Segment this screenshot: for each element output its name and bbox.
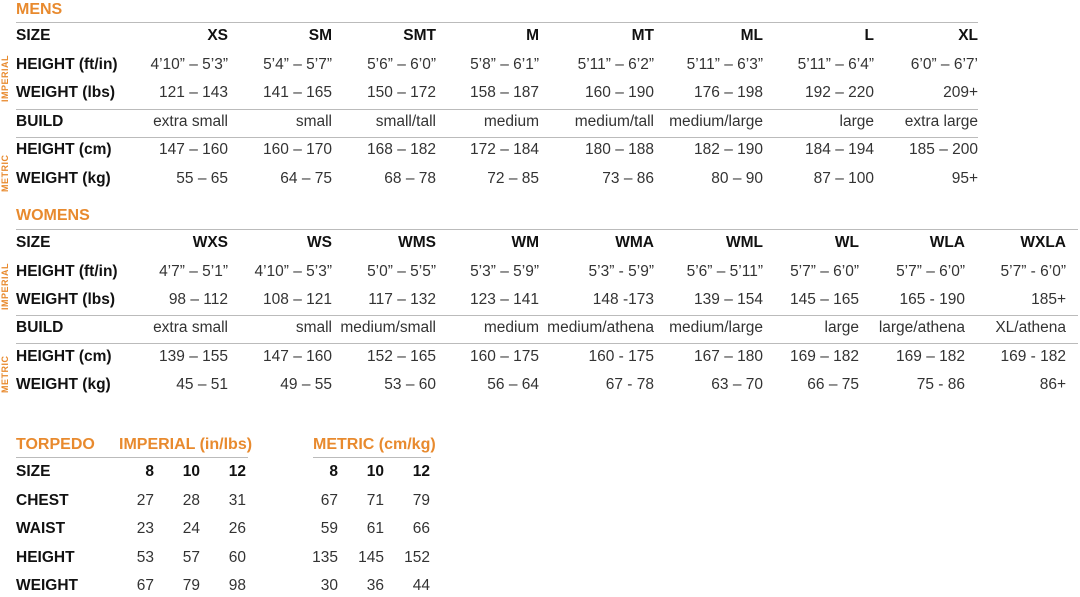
mens-cell: 5’11” – 6’3”: [686, 56, 763, 73]
torpedo-imperial-title: IMPERIAL (in/lbs): [119, 436, 253, 453]
torpedo-metric-cell: 145: [358, 549, 384, 566]
mens-cell: 172 – 184: [470, 141, 539, 158]
torpedo-metric-cell: 66: [412, 520, 430, 537]
mens-cell: 185 – 200: [909, 141, 978, 158]
torpedo-imperial-cell: 98: [228, 577, 246, 594]
womens-cell: 5’0” – 5’5”: [367, 263, 436, 280]
mens-cell: ML: [740, 27, 763, 44]
womens-cell: 45 – 51: [176, 376, 228, 393]
mens-row-label: WEIGHT (kg): [16, 170, 111, 187]
womens-cell: 167 – 180: [694, 348, 763, 365]
torpedo-metric-title: METRIC (cm/kg): [313, 436, 436, 453]
womens-cell: medium/small: [340, 319, 436, 336]
mens-cell: 160 – 170: [263, 141, 332, 158]
mens-cell: 68 – 78: [384, 170, 436, 187]
womens-cell: large: [824, 319, 859, 336]
torpedo-metric-cell: 79: [412, 492, 430, 509]
torpedo-imperial-cell: 24: [182, 520, 200, 537]
torpedo-metric-cell: 61: [366, 520, 384, 537]
torpedo-row-label: WAIST: [16, 520, 66, 537]
womens-imperial-tag: IMPERIAL: [0, 262, 10, 310]
torpedo-top-rule-metric: [313, 457, 431, 458]
womens-cell: XL/athena: [995, 319, 1066, 336]
torpedo-row: [16, 490, 436, 512]
mens-cell: small: [295, 113, 332, 130]
womens-cell: WML: [725, 234, 763, 251]
mens-cell: 5’8” – 6’1”: [470, 56, 539, 73]
womens-cell: 5’7” – 6’0”: [896, 263, 965, 280]
mens-cell: SM: [308, 27, 332, 44]
mens-cell: 6’0” – 6’7’: [910, 56, 978, 73]
mens-mid-rule-2: [16, 137, 978, 138]
torpedo-row-label: WEIGHT: [16, 577, 78, 594]
mens-cell: 192 – 220: [805, 84, 874, 101]
womens-cell: 145 – 165: [790, 291, 859, 308]
womens-cell: 4’7” – 5’1”: [159, 263, 228, 280]
womens-cell: extra small: [153, 319, 228, 336]
womens-row-label: BUILD: [16, 319, 64, 336]
womens-row: [16, 346, 1080, 368]
mens-cell: 158 – 187: [470, 84, 539, 101]
womens-row: [16, 261, 1080, 283]
womens-cell: 98 – 112: [168, 291, 228, 308]
torpedo-metric-cell: 44: [412, 577, 430, 594]
mens-cell: 5’4” – 5’7”: [263, 56, 332, 73]
womens-cell: 56 – 64: [487, 376, 539, 393]
mens-cell: 55 – 65: [176, 170, 228, 187]
torpedo-imperial-cell: 60: [228, 549, 246, 566]
womens-mid-rule-2: [16, 343, 1078, 344]
womens-cell: WXS: [192, 234, 228, 251]
womens-cell: 5’6” – 5’11”: [686, 263, 763, 280]
mens-title: MENS: [16, 1, 63, 18]
womens-cell: large/athena: [878, 319, 965, 336]
torpedo-imperial-cell: 53: [136, 549, 154, 566]
womens-cell: 4’10” – 5’3”: [254, 263, 332, 280]
torpedo-imperial-cell: 79: [182, 577, 200, 594]
mens-cell: MT: [631, 27, 654, 44]
womens-cell: 152 – 165: [367, 348, 436, 365]
womens-title: WOMENS: [16, 207, 90, 224]
womens-cell: 66 – 75: [807, 376, 859, 393]
womens-cell: 139 – 154: [694, 291, 763, 308]
mens-cell: 121 – 143: [159, 84, 228, 101]
womens-cell: 123 – 141: [470, 291, 539, 308]
womens-row: [16, 289, 1080, 311]
mens-cell: 176 – 198: [694, 84, 763, 101]
torpedo-row-label: HEIGHT: [16, 549, 75, 566]
mens-cell: medium/tall: [574, 113, 654, 130]
torpedo-metric-cell: 67: [320, 492, 338, 509]
mens-cell: XS: [207, 27, 228, 44]
mens-row-label: BUILD: [16, 113, 64, 130]
womens-cell: 169 – 182: [790, 348, 859, 365]
mens-cell: 72 – 85: [487, 170, 539, 187]
mens-cell: 160 – 190: [585, 84, 654, 101]
torpedo-row: [16, 575, 436, 597]
mens-metric-tag: METRIC: [0, 154, 10, 192]
torpedo-metric-cell: 135: [312, 549, 338, 566]
womens-cell: medium: [483, 319, 539, 336]
torpedo-imperial-cell: 31: [228, 492, 246, 509]
mens-cell: 180 – 188: [585, 141, 654, 158]
torpedo-row: [16, 547, 436, 569]
torpedo-imperial-cell: 28: [182, 492, 200, 509]
mens-row: [16, 82, 1080, 104]
mens-cell: 184 – 194: [805, 141, 874, 158]
mens-cell: M: [526, 27, 539, 44]
mens-cell: 4’10” – 5’3”: [150, 56, 228, 73]
womens-cell: 148 -173: [592, 291, 654, 308]
mens-cell: medium/large: [669, 113, 763, 130]
torpedo-imperial-cell: 23: [136, 520, 154, 537]
womens-row-label: WEIGHT (kg): [16, 376, 111, 393]
womens-cell: 108 – 121: [263, 291, 332, 308]
womens-cell: WLA: [929, 234, 965, 251]
womens-cell: 53 – 60: [384, 376, 436, 393]
womens-cell: 75 - 86: [916, 376, 965, 393]
womens-cell: WXLA: [1020, 234, 1066, 251]
womens-row: [16, 232, 1080, 254]
womens-row-label: HEIGHT (ft/in): [16, 263, 118, 280]
torpedo-imperial-cell: 26: [228, 520, 246, 537]
mens-row: [16, 54, 1080, 76]
womens-cell: 5’3” - 5’9”: [588, 263, 654, 280]
torpedo-imperial-cell: 10: [182, 463, 200, 480]
womens-row: [16, 317, 1080, 339]
torpedo-metric-cell: 8: [329, 463, 338, 480]
womens-cell: WMA: [615, 234, 654, 251]
torpedo-row-label: CHEST: [16, 492, 69, 509]
torpedo-title: TORPEDO: [16, 436, 95, 453]
mens-row: [16, 111, 1080, 133]
torpedo-imperial-cell: 57: [182, 549, 200, 566]
torpedo-metric-cell: 36: [366, 577, 384, 594]
womens-mid-rule: [16, 315, 1078, 316]
mens-row-label: WEIGHT (lbs): [16, 84, 116, 101]
torpedo-row: [16, 518, 436, 540]
torpedo-imperial-cell: 12: [228, 463, 246, 480]
womens-cell: 169 - 182: [1000, 348, 1066, 365]
womens-cell: 5’3” – 5’9”: [470, 263, 539, 280]
mens-top-rule: [16, 22, 978, 23]
mens-cell: 95+: [951, 170, 978, 187]
mens-cell: 64 – 75: [280, 170, 332, 187]
womens-cell: 49 – 55: [280, 376, 332, 393]
torpedo-metric-cell: 30: [320, 577, 338, 594]
womens-cell: medium/athena: [547, 319, 654, 336]
mens-imperial-tag: IMPERIAL: [0, 54, 10, 102]
womens-cell: WS: [307, 234, 332, 251]
womens-row: [16, 374, 1080, 396]
womens-cell: small: [295, 319, 332, 336]
mens-mid-rule: [16, 109, 978, 110]
mens-row: [16, 168, 1080, 190]
womens-row-label: WEIGHT (lbs): [16, 291, 116, 308]
mens-cell: small/tall: [375, 113, 436, 130]
womens-cell: medium/large: [669, 319, 763, 336]
torpedo-metric-cell: 71: [366, 492, 384, 509]
torpedo-metric-cell: 12: [412, 463, 430, 480]
womens-cell: 86+: [1039, 376, 1066, 393]
womens-cell: 160 – 175: [470, 348, 539, 365]
torpedo-metric-cell: 59: [320, 520, 338, 537]
womens-row-label: SIZE: [16, 234, 51, 251]
womens-cell: 147 – 160: [263, 348, 332, 365]
mens-cell: 141 – 165: [263, 84, 332, 101]
womens-metric-tag: METRIC: [0, 355, 10, 393]
mens-cell: 168 – 182: [367, 141, 436, 158]
womens-row-label: HEIGHT (cm): [16, 348, 112, 365]
mens-cell: 5’11” – 6’2”: [577, 56, 654, 73]
mens-cell: extra large: [904, 113, 978, 130]
womens-cell: 5’7” – 6’0”: [790, 263, 859, 280]
womens-cell: WMS: [398, 234, 436, 251]
mens-cell: 209+: [943, 84, 978, 101]
mens-cell: XL: [958, 27, 978, 44]
womens-cell: 67 - 78: [605, 376, 654, 393]
womens-cell: 165 - 190: [899, 291, 965, 308]
womens-top-rule: [16, 229, 1078, 230]
mens-cell: medium: [483, 113, 539, 130]
mens-cell: 80 – 90: [711, 170, 763, 187]
womens-cell: WM: [511, 234, 539, 251]
mens-row-label: SIZE: [16, 27, 51, 44]
torpedo-imperial-cell: 27: [136, 492, 154, 509]
womens-cell: 169 – 182: [896, 348, 965, 365]
torpedo-row-label: SIZE: [16, 463, 51, 480]
mens-row-label: HEIGHT (ft/in): [16, 56, 118, 73]
mens-cell: 150 – 172: [367, 84, 436, 101]
womens-cell: 5’7” - 6’0”: [1000, 263, 1066, 280]
torpedo-metric-cell: 152: [404, 549, 430, 566]
mens-cell: 5’11” – 6’4”: [797, 56, 874, 73]
mens-cell: SMT: [403, 27, 436, 44]
womens-cell: 117 – 132: [368, 291, 436, 308]
womens-cell: 160 - 175: [588, 348, 654, 365]
torpedo-imperial-cell: 8: [145, 463, 154, 480]
torpedo-row: [16, 461, 436, 483]
womens-cell: 185+: [1031, 291, 1066, 308]
mens-cell: extra small: [153, 113, 228, 130]
torpedo-metric-cell: 10: [366, 463, 384, 480]
mens-cell: L: [864, 27, 874, 44]
mens-cell: 182 – 190: [694, 141, 763, 158]
mens-row-label: HEIGHT (cm): [16, 141, 112, 158]
mens-row: [16, 25, 1080, 47]
mens-row: [16, 139, 1080, 161]
mens-cell: 147 – 160: [159, 141, 228, 158]
mens-cell: 87 – 100: [813, 170, 874, 187]
mens-cell: large: [839, 113, 874, 130]
torpedo-imperial-cell: 67: [136, 577, 154, 594]
mens-cell: 5’6” – 6’0”: [367, 56, 436, 73]
mens-cell: 73 – 86: [602, 170, 654, 187]
torpedo-top-rule: [16, 457, 248, 458]
womens-cell: WL: [834, 234, 859, 251]
womens-cell: 139 – 155: [159, 348, 228, 365]
womens-cell: 63 – 70: [711, 376, 763, 393]
